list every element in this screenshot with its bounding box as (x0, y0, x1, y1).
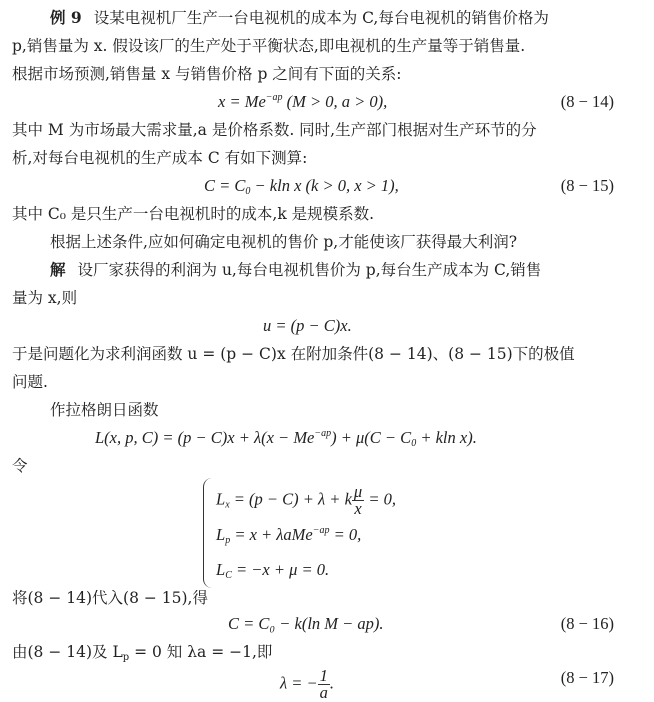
eq-part: − kln x (k > 0, x > 1), (250, 176, 399, 195)
system-eq-2 (216, 525, 361, 545)
paragraph-line: 将(8 − 14)代入(8 − 15),得 (12, 589, 208, 607)
eq-part: = x + λaMe (230, 525, 313, 544)
paragraph-line (50, 8, 549, 28)
equation-8-14 (218, 92, 387, 112)
fraction (318, 668, 330, 701)
system-brace (203, 478, 212, 588)
paragraph-line: 问题. (12, 373, 48, 391)
equation-number: (8 − 17) (560, 668, 614, 687)
paragraph-line: 于是问题化为求利润函数 u = (p − C)x 在附加条件(8 − 14)、(8 − 15)下的极值 (12, 345, 575, 363)
denominator: x (354, 499, 362, 518)
paragraph-line: 令 (12, 457, 28, 475)
paragraph-line: 根据市场预测,销售量 x 与销售价格 p 之间有下面的关系: (12, 65, 402, 83)
eq-sub: p (225, 535, 231, 546)
eq-sub: x (225, 499, 230, 511)
eq-part: ) + μ(C − C (331, 428, 412, 447)
eq-part: L(x, p, C) = (p − C)x + λ(x − Me (95, 428, 315, 447)
example-label: 例 9 (50, 8, 82, 27)
equation-8-16: C = C₀ − k(ln M − ap). (228, 614, 384, 633)
numerator: 1 (319, 666, 328, 685)
eq-part: L (216, 560, 226, 579)
paragraph-line: p,销售量为 x. 假设该厂的生产处于平衡状态,即电视机的生产量等于销售量. (12, 37, 526, 55)
eq-part: + kln x). (416, 428, 477, 447)
eq-part: L (216, 525, 226, 544)
eq-sup: −ap (265, 92, 283, 103)
paragraph-line: 根据上述条件,应如何确定电视机的售价 p,才能使该厂获得最大利润? (50, 233, 518, 251)
eq-part: = 0, (329, 525, 362, 544)
eq-part: L (216, 489, 226, 509)
fraction (352, 484, 364, 517)
paragraph-line (12, 642, 272, 662)
eq-sup: −ap (314, 428, 332, 439)
solution-label: 解 (50, 260, 66, 279)
equation-profit: u = (p − C)x. (263, 316, 352, 335)
system-eq-1 (216, 484, 396, 517)
paragraph-line: 其中 M 为市场最大需求量,a 是价格系数. 同时,生产部门根据对生产环节的分 (12, 121, 537, 139)
eq-sub: 0 (245, 186, 251, 197)
eq-part: (M > 0, a > 0), (282, 92, 388, 111)
paragraph-line: 作拉格朗日函数 (50, 401, 159, 419)
numerator: μ (353, 482, 363, 501)
denominator: a (319, 683, 328, 702)
eq-part: C = C (204, 176, 246, 195)
text: 设某电视机厂生产一台电视机的成本为 C,每台电视机的销售价格为 (93, 9, 549, 27)
paragraph-line (50, 260, 541, 280)
equation-number: (8 − 14) (560, 92, 614, 111)
text: 由(8 − 14)及 L (12, 643, 123, 661)
eq-part: = −x + μ = 0. (231, 560, 330, 579)
eq-part: x = Me (218, 92, 266, 111)
equation-number: (8 − 16) (560, 614, 614, 633)
equation-lagrange (95, 428, 477, 448)
text: 设厂家获得的利润为 u,每台电视机售价为 p,每台生产成本为 C,销售 (77, 261, 542, 279)
equation-number: (8 − 15) (560, 176, 614, 195)
equation-8-15 (204, 176, 399, 196)
eq-part: = (p − C) + λ + k (229, 489, 352, 509)
paragraph-line: 量为 x,则 (12, 289, 78, 307)
eq-part: λ = − (280, 673, 318, 693)
system-eq-3 (216, 560, 329, 580)
eq-sub: C (225, 570, 232, 581)
paragraph-line: 析,对每台电视机的生产成本 C 有如下测算: (12, 149, 308, 167)
paragraph-line: 其中 C₀ 是只生产一台电视机时的成本,k 是规模系数. (12, 205, 375, 223)
eq-part: = 0, (364, 489, 396, 509)
text: = 0 知 λa = −1,即 (129, 643, 273, 661)
eq-sup: −ap (312, 525, 330, 536)
equation-8-17 (280, 668, 334, 701)
eq-part: . (329, 673, 335, 693)
text-sub: p (122, 652, 130, 663)
eq-sub: 0 (411, 438, 417, 449)
